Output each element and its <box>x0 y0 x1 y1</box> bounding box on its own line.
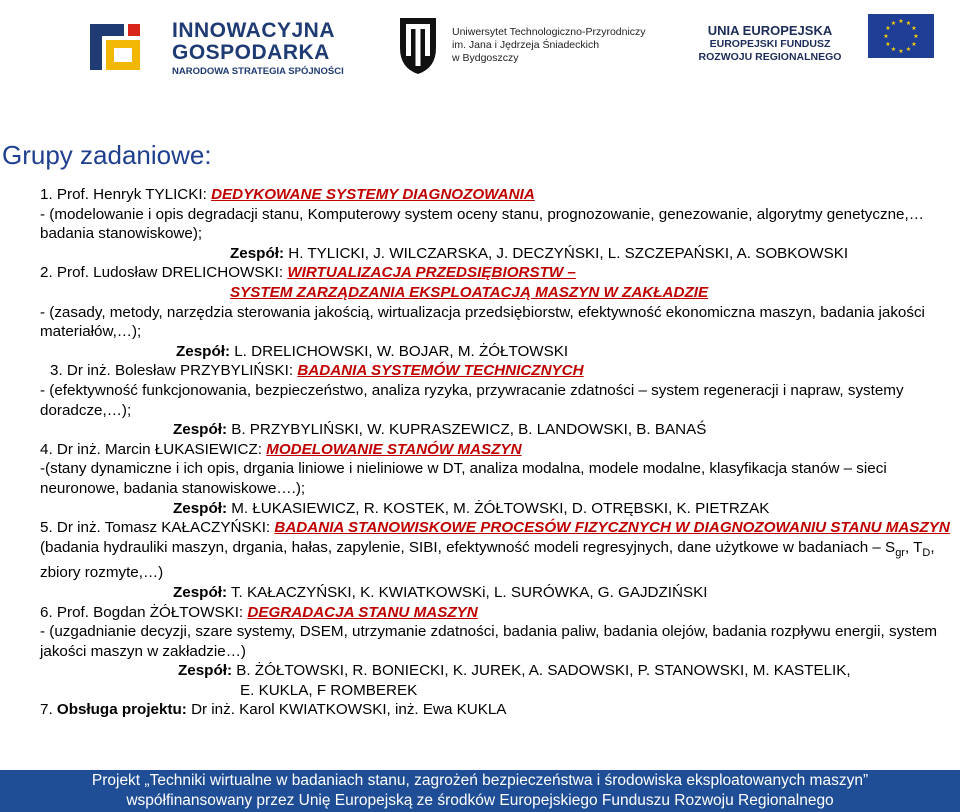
group-2-title <box>40 263 952 283</box>
item-7-label: Obsługa projektu: <box>56 701 187 719</box>
group-5-desc-b: , T <box>904 538 923 556</box>
utp-line3: w Bydgoszczy <box>452 52 519 64</box>
item-7-text: Dr inż. Karol KWIATKOWSKI, inż. Ewa KUKLA <box>186 701 507 719</box>
group-6-team-members: B. ŻÓŁTOWSKI, R. BONIECKI, K. JUREK, A. SADOWSKI, P. STANOWSKI, M. KASTELIK, <box>232 662 851 680</box>
group-2-desc: - (zasady, metody, narzędzia sterowania jakością, wirtualizacja przedsiębiorstw, efektywność ekonomiczna maszyn, badania jakości materiałów,…); <box>40 303 925 341</box>
svg-text:★: ★ <box>911 25 917 32</box>
group-5-desc <box>40 538 952 583</box>
svg-text:★: ★ <box>890 46 897 53</box>
group-1-team <box>40 244 952 264</box>
group-1-lead: 1. Prof. Henryk TYLICKI: <box>40 186 212 203</box>
group-1-team-label: Zespół: <box>230 244 285 262</box>
footer-banner <box>0 770 960 812</box>
group-5-lead: 5. Dr inż. Tomasz KAŁACZYŃSKI: <box>40 519 275 537</box>
group-4-lead: 4. Dr inż. Marcin ŁUKASIEWICZ: <box>40 440 267 458</box>
group-2-topic: WIRTUALIZACJA PRZEDSIĘBIORSTW – <box>287 264 576 282</box>
group-6-desc: - (uzgadnianie decyzji, szare systemy, DSEM, utrzymanie zdatności, badania paliw, badania olejów, badania rozpływu energii, system jakości maszyn w zakładzie…) <box>40 623 938 660</box>
group-4-desc: -(stany dynamiczne i ich opis, drgania liniowe i nieliniowe w DT, analiza modalna, modele modalne, klasyfikacja stanów – sieci neuronowe, badania stanowiskowe….); <box>40 460 887 497</box>
footer-line1: Projekt „Techniki wirtualne w badaniach stanu, zagrożeń bezpieczeństwa i środowiska eksploatowanych maszyn” <box>91 772 869 789</box>
utp-logo <box>396 14 656 80</box>
group-5-desc-sub-gr: gr <box>895 546 905 559</box>
svg-text:★: ★ <box>911 41 917 48</box>
group-4-topic: MODELOWANIE STANÓW MASZYN <box>266 440 522 458</box>
group-2-topic-line2-wrap <box>40 283 952 303</box>
group-4-team-members: M. ŁUKASIEWICZ, R. KOSTEK, M. ŻÓŁTOWSKI, D. OTRĘBSKI, K. PIETRZAK <box>227 499 770 517</box>
item-7 <box>40 700 952 720</box>
group-1-topic: DEDYKOWANE SYSTEMY DIAGNOZOWANIA <box>211 186 535 203</box>
group-6-lead: 6. Prof. Bogdan ŻÓŁTOWSKI: <box>40 603 248 621</box>
group-5-team-members: T. KAŁACZYŃSKI, K. KWIATKOWSKi, L. SURÓWKA, G. GAJDZIŃSKI <box>227 583 708 601</box>
eu-line1: UNIA EUROPEJSKA <box>707 23 833 38</box>
svg-text:★: ★ <box>883 33 889 40</box>
group-3-team <box>40 420 952 440</box>
group-5-desc-a: (badania hydrauliki maszyn, drgania, hałas, zapylenie, SIBI, efektywność modeli regresyjnych, dane użytkowe w badaniach – S <box>40 538 896 556</box>
group-6-topic: DEGRADACJA STANU MASZYN <box>247 603 478 621</box>
page-title-colon: : <box>204 140 212 170</box>
group-2-team-label: Zespół: <box>176 342 231 360</box>
group-1-desc: - (modelowanie i opis degradacji stanu, Komputerowy system oceny stanu, prognozowanie, genezowanie, algorytmy genetyczne,… badania stanowiskowe); <box>40 205 924 243</box>
utp-line2: im. Jana i Jędrzeja Śniadeckich <box>452 39 600 51</box>
ig-line2: GOSPODARKA <box>172 41 330 64</box>
page-title <box>2 140 212 171</box>
group-5-title <box>40 518 952 538</box>
group-1-team-members: H. TYLICKI, J. WILCZARSKA, J. DECZYŃSKI, L. SZCZEPAŃSKI, A. SOBKOWSKI <box>284 244 849 262</box>
group-2-topic-line2: SYSTEM ZARZĄDZANIA EKSPLOATACJĄ MASZYN W ZAKŁADZIE <box>230 283 709 301</box>
group-5-team <box>40 583 952 603</box>
innowacyjna-gospodarka-logo <box>84 14 344 80</box>
group-6-team-cont: E. KUKLA, F ROMBEREK <box>240 681 418 699</box>
group-3-topic: BADANIA SYSTEMÓW TECHNICZNYCH <box>297 362 584 380</box>
item-7-num: 7. <box>40 701 57 719</box>
group-6-title <box>40 603 952 623</box>
footer-line2: współfinansowany przez Unię Europejską ze środków Europejskiego Funduszu Rozwoju Regionalnego <box>126 792 834 809</box>
group-3-team-label: Zespół: <box>173 421 228 439</box>
group-3-title <box>40 361 952 381</box>
group-5-desc-c: , zbiory rozmyte,…) <box>40 538 935 582</box>
group-2-team <box>40 342 952 362</box>
svg-text:★: ★ <box>890 20 897 27</box>
eu-erdf-logo <box>672 14 952 80</box>
group-5-desc-sub-d: D <box>922 546 931 559</box>
group-5-team-label: Zespół: <box>173 583 228 601</box>
svg-text:★: ★ <box>905 20 912 27</box>
svg-text:★: ★ <box>885 25 891 32</box>
group-4-team <box>40 499 952 519</box>
svg-text:★: ★ <box>905 46 912 53</box>
group-1-title <box>40 185 952 205</box>
group-3-team-members: B. PRZYBYLIŃSKI, W. KUPRASZEWICZ, B. LANDOWSKI, B. BANAŚ <box>227 421 707 439</box>
group-3-desc: - (efektywność funkcjonowania, bezpieczeństwo, analiza ryzyka, przywracanie zdatności – system regeneracji i napraw, systemy doradcze,…); <box>40 381 904 419</box>
group-4-title <box>40 440 952 460</box>
utp-emblem-icon <box>396 14 440 76</box>
svg-text:★: ★ <box>898 18 904 25</box>
group-6-team <box>40 661 952 681</box>
utp-line1: Uniwersytet Technologiczno-Przyrodniczy <box>452 26 646 38</box>
group-4-team-label: Zespół: <box>173 499 228 517</box>
svg-text:★: ★ <box>913 33 919 40</box>
eu-line2: EUROPEJSKI FUNDUSZ <box>709 38 831 50</box>
group-2-team-members: L. DRELICHOWSKI, W. BOJAR, M. ŻÓŁTOWSKI <box>230 342 569 360</box>
eu-line3: ROZWOJU REGIONALNEGO <box>698 51 842 63</box>
group-5-topic: BADANIA STANOWISKOWE PROCESÓW FIZYCZNYCH W DIAGNOZOWANIU STANU MASZYN <box>274 519 950 537</box>
ig-emblem-icon <box>84 16 146 78</box>
eu-flag-icon <box>868 14 934 58</box>
ig-line3: NARODOWA STRATEGIA SPÓJNOŚCI <box>172 66 344 77</box>
group-3-lead: 3. Dr inż. Bolesław PRZYBYLIŃSKI: <box>50 362 298 380</box>
svg-text:★: ★ <box>885 41 891 48</box>
groups-list <box>40 185 952 720</box>
group-6-team-label: Zespół: <box>178 662 233 680</box>
svg-text:★: ★ <box>898 48 904 55</box>
group-2-lead: 2. Prof. Ludosław DRELICHOWSKI: <box>40 264 288 282</box>
page-title-text: Grupy zadaniowe <box>2 140 205 170</box>
ig-line1: INNOWACYJNA <box>172 19 336 42</box>
